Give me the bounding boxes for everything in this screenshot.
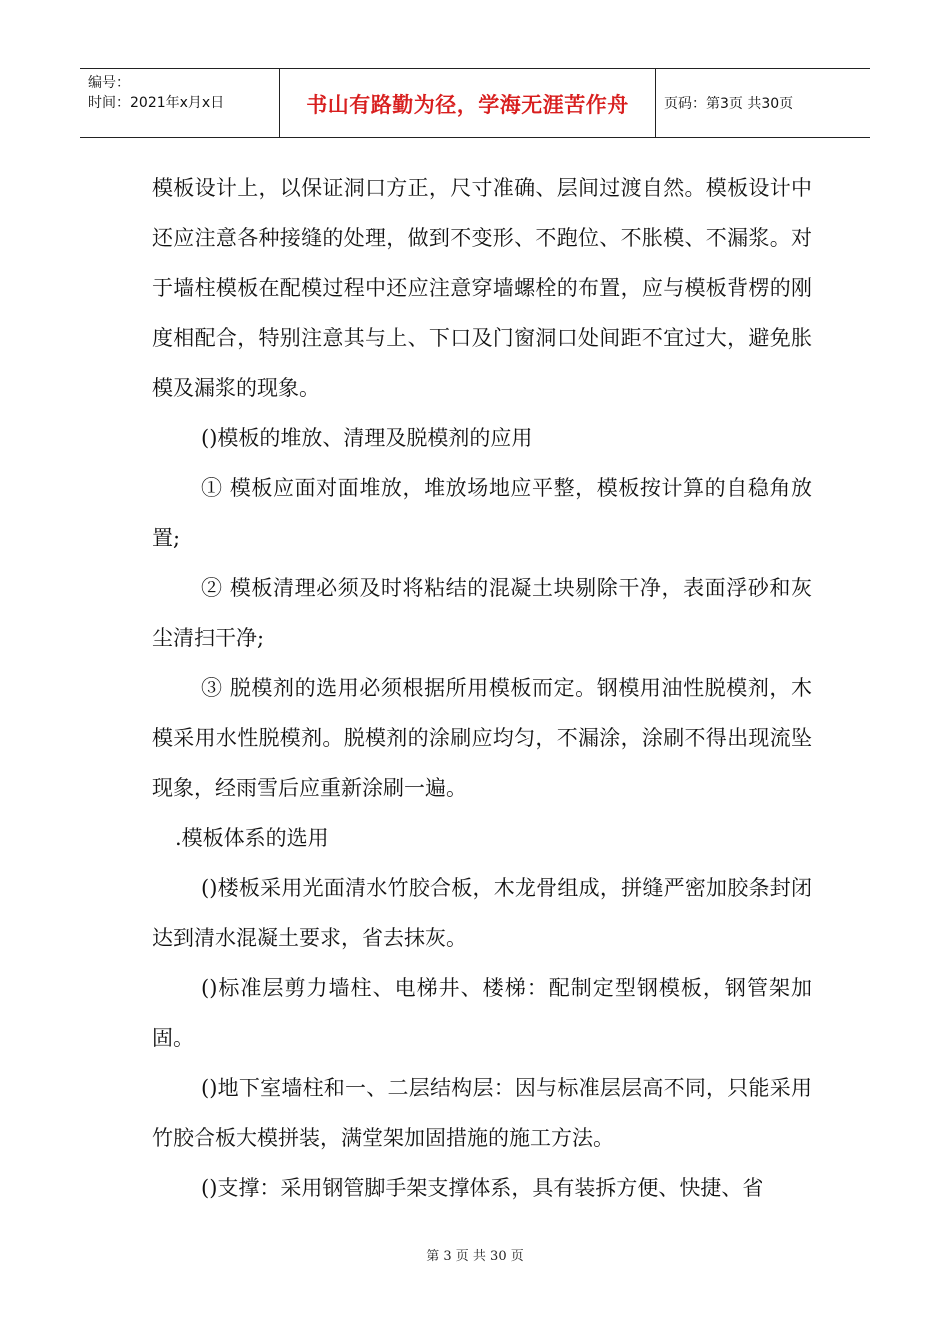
paragraph: 模板设计上，以保证洞口方正，尺寸准确、层间过渡自然。模板设计中还应注意各种接缝的处理，做到不变形、不跑位、不胀模、不漏浆。对于墙柱模板在配模过程中还应注意穿墙螺栓的布置，应与模板背楞的刚度相配合，特别注意其与上、下口及门窗洞口处间距不宜过大，避免胀模及漏浆的现象。 — [152, 176, 812, 400]
header-page-info: 页码：第3页 共30页 — [664, 96, 794, 112]
section-heading: .模板体系的选用 — [175, 826, 329, 850]
document-date: 时间：2021年x月x日 — [88, 95, 225, 111]
list-item: ① 模板应面对面堆放，堆放场地应平整，模板按计算的自稳角放置; — [152, 476, 812, 550]
paragraph: ()地下室墙柱和一、二层结构层：因与标准层层高不同，只能采用竹胶合板大模拼装，满堂架加固措施的施工方法。 — [152, 1076, 812, 1150]
paragraph: ()楼板采用光面清水竹胶合板，木龙骨组成，拼缝严密加胶条封闭达到清水混凝土要求，省去抹灰。 — [152, 876, 812, 950]
header-motto-cell — [280, 69, 656, 137]
page-footer: 第 3 页 共 30 页 — [426, 1249, 524, 1264]
list-item: ② 模板清理必须及时将粘结的混凝土块剔除干净，表面浮砂和灰尘清扫干净; — [152, 576, 812, 650]
list-item: ③ 脱模剂的选用必须根据所用模板而定。钢模用油性脱模剂，木模采用水性脱模剂。脱模剂的涂刷应均匀，不漏涂，涂刷不得出现流坠现象，经雨雪后应重新涂刷一遍。 — [152, 676, 812, 800]
paragraph: ()支撑：采用钢管脚手架支撑体系，具有装拆方便、快捷、省 — [201, 1176, 764, 1200]
header-motto: 书山有路勤为径，学海无涯苦作舟 — [306, 93, 629, 117]
paragraph: ()标准层剪力墙柱、电梯井、楼梯：配制定型钢模板，钢管架加固。 — [152, 976, 812, 1050]
document-body — [152, 163, 812, 1213]
document-number-label: 编号： — [88, 75, 130, 91]
header-page-info-cell — [656, 69, 870, 137]
page-header — [80, 68, 870, 138]
header-meta — [80, 69, 280, 137]
section-heading: ()模板的堆放、清理及脱模剂的应用 — [201, 426, 533, 450]
